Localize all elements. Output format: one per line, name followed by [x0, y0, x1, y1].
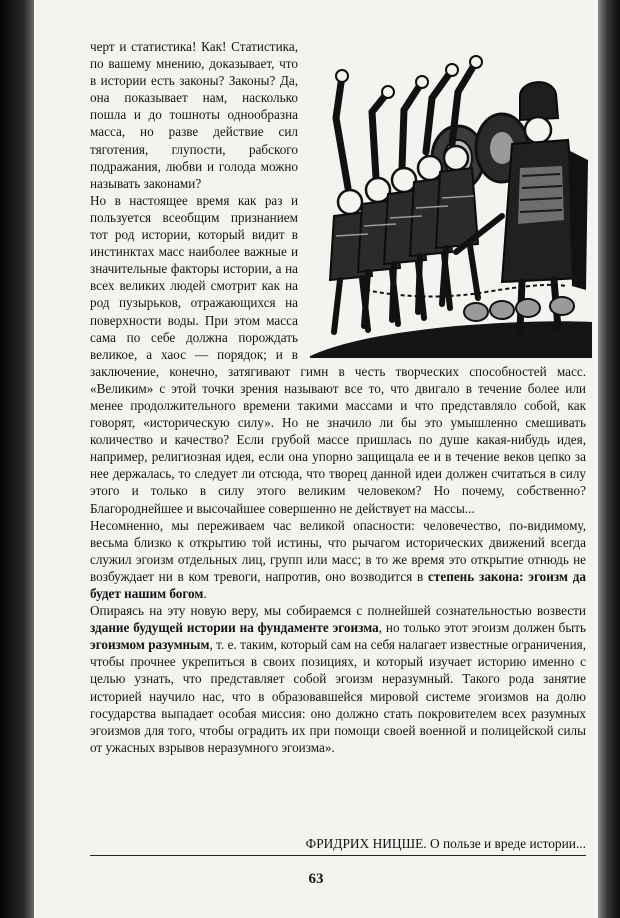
paragraph-4-emphasis-a: здание будущей истории на фундаменте эгоизма — [90, 620, 379, 636]
illustration-marching-crowd — [306, 40, 592, 358]
paragraph-1-text: черт и статистика! Как! Статистика, по вашему мнению, доказывает, что в истории есть законы? Законы? Да, она показывает нам, насколько пошла и до тошноты однообразна масса, но разве действие сил тяготения, глупости, рабского подражания, любви и голода можно называть законами? — [90, 39, 298, 191]
paragraph-4-text-a: Опираясь на эту новую веру, мы собираемся с полнейшей сознательностью возвести — [90, 603, 586, 619]
page-number: 63 — [308, 871, 324, 887]
source-attribution: ФРИДРИХ НИЦШЕ. О пользе и вреде истории... — [90, 836, 586, 856]
paragraph-4-emphasis-b: эгоизмом разумным — [90, 637, 210, 653]
book-page — [34, 0, 598, 918]
paragraph-4-text-b: , но только этот эгоизм должен быть — [378, 620, 586, 636]
scan-edge-right — [598, 0, 620, 918]
paragraph-3-end: . — [203, 586, 207, 601]
paragraph-3 — [90, 517, 586, 602]
paragraph-3-text: Несомненно, мы переживаем час великой опасности: человечество, по-видимому, весьма близко к открытию той истины, что рычагом исторических движений всегда служил эгоизм отдельных лиц, групп или масс; в то же время это открытие отнюдь не возбуждает ни в ком тревоги, напротив, оно возводится в — [90, 517, 586, 584]
paragraph-4 — [90, 602, 586, 756]
main-text — [90, 38, 586, 756]
paragraph-3-emphasis: степень закона: эгоизм да будет нашим богом — [90, 568, 586, 601]
scan-edge-left — [0, 0, 34, 918]
paragraph-4-text-c: , т. е. таким, который сам на себя налагает известные ограничения, чтобы прочнее укрепиться в своих позициях, и который изучает историю именно с целью узнать, что представляет собой эгоизм неразумный. Такого рода занятие историей научило нас, что в образовавшейся мировой системе эгоизмов на долю государства выпадает особая миссия: оно должно стать покровителем всех разумных эгоизмов для того, чтобы оградить их при помощи своей военной и полицейской силы от ужасных взрывов неразумного эгоизма». — [90, 637, 586, 755]
illustration-drawing — [306, 40, 592, 358]
paragraph-2-text: Но в настоящее время как раз и пользуется всеобщим признанием тот род истории, который видит в инстинктах масс наиболее важные и значительные факторы истории, а на всех великих людей смотрит как на род пузырьков, отражающихся на поверхности воды. При этом масса сама по себе должна порождать великое, а хаос — порядок; и в заключение, конечно, затягивают гимн в честь творческих способностей масс. «Великим» с этой точки зрения называют все то, что двигало в течение более или менее продолжительного времени такими массами и что представляло собой, как говорят, «историческую силу». Но не значило ли бы это умышленно смешивать количество и качество? Если грубой массе пришлась по душе какая-нибудь идея, например, религиозная идея, если она упорно защищала ее и в течение веков цепко за нее держалась, то следует ли отсюда, что творец данной идеи должен считаться в силу этого и только в силу этого великим человеком? Но почему, собственно? Благороднейшее и высочайшее совершенно не действует на массы... — [90, 192, 586, 516]
